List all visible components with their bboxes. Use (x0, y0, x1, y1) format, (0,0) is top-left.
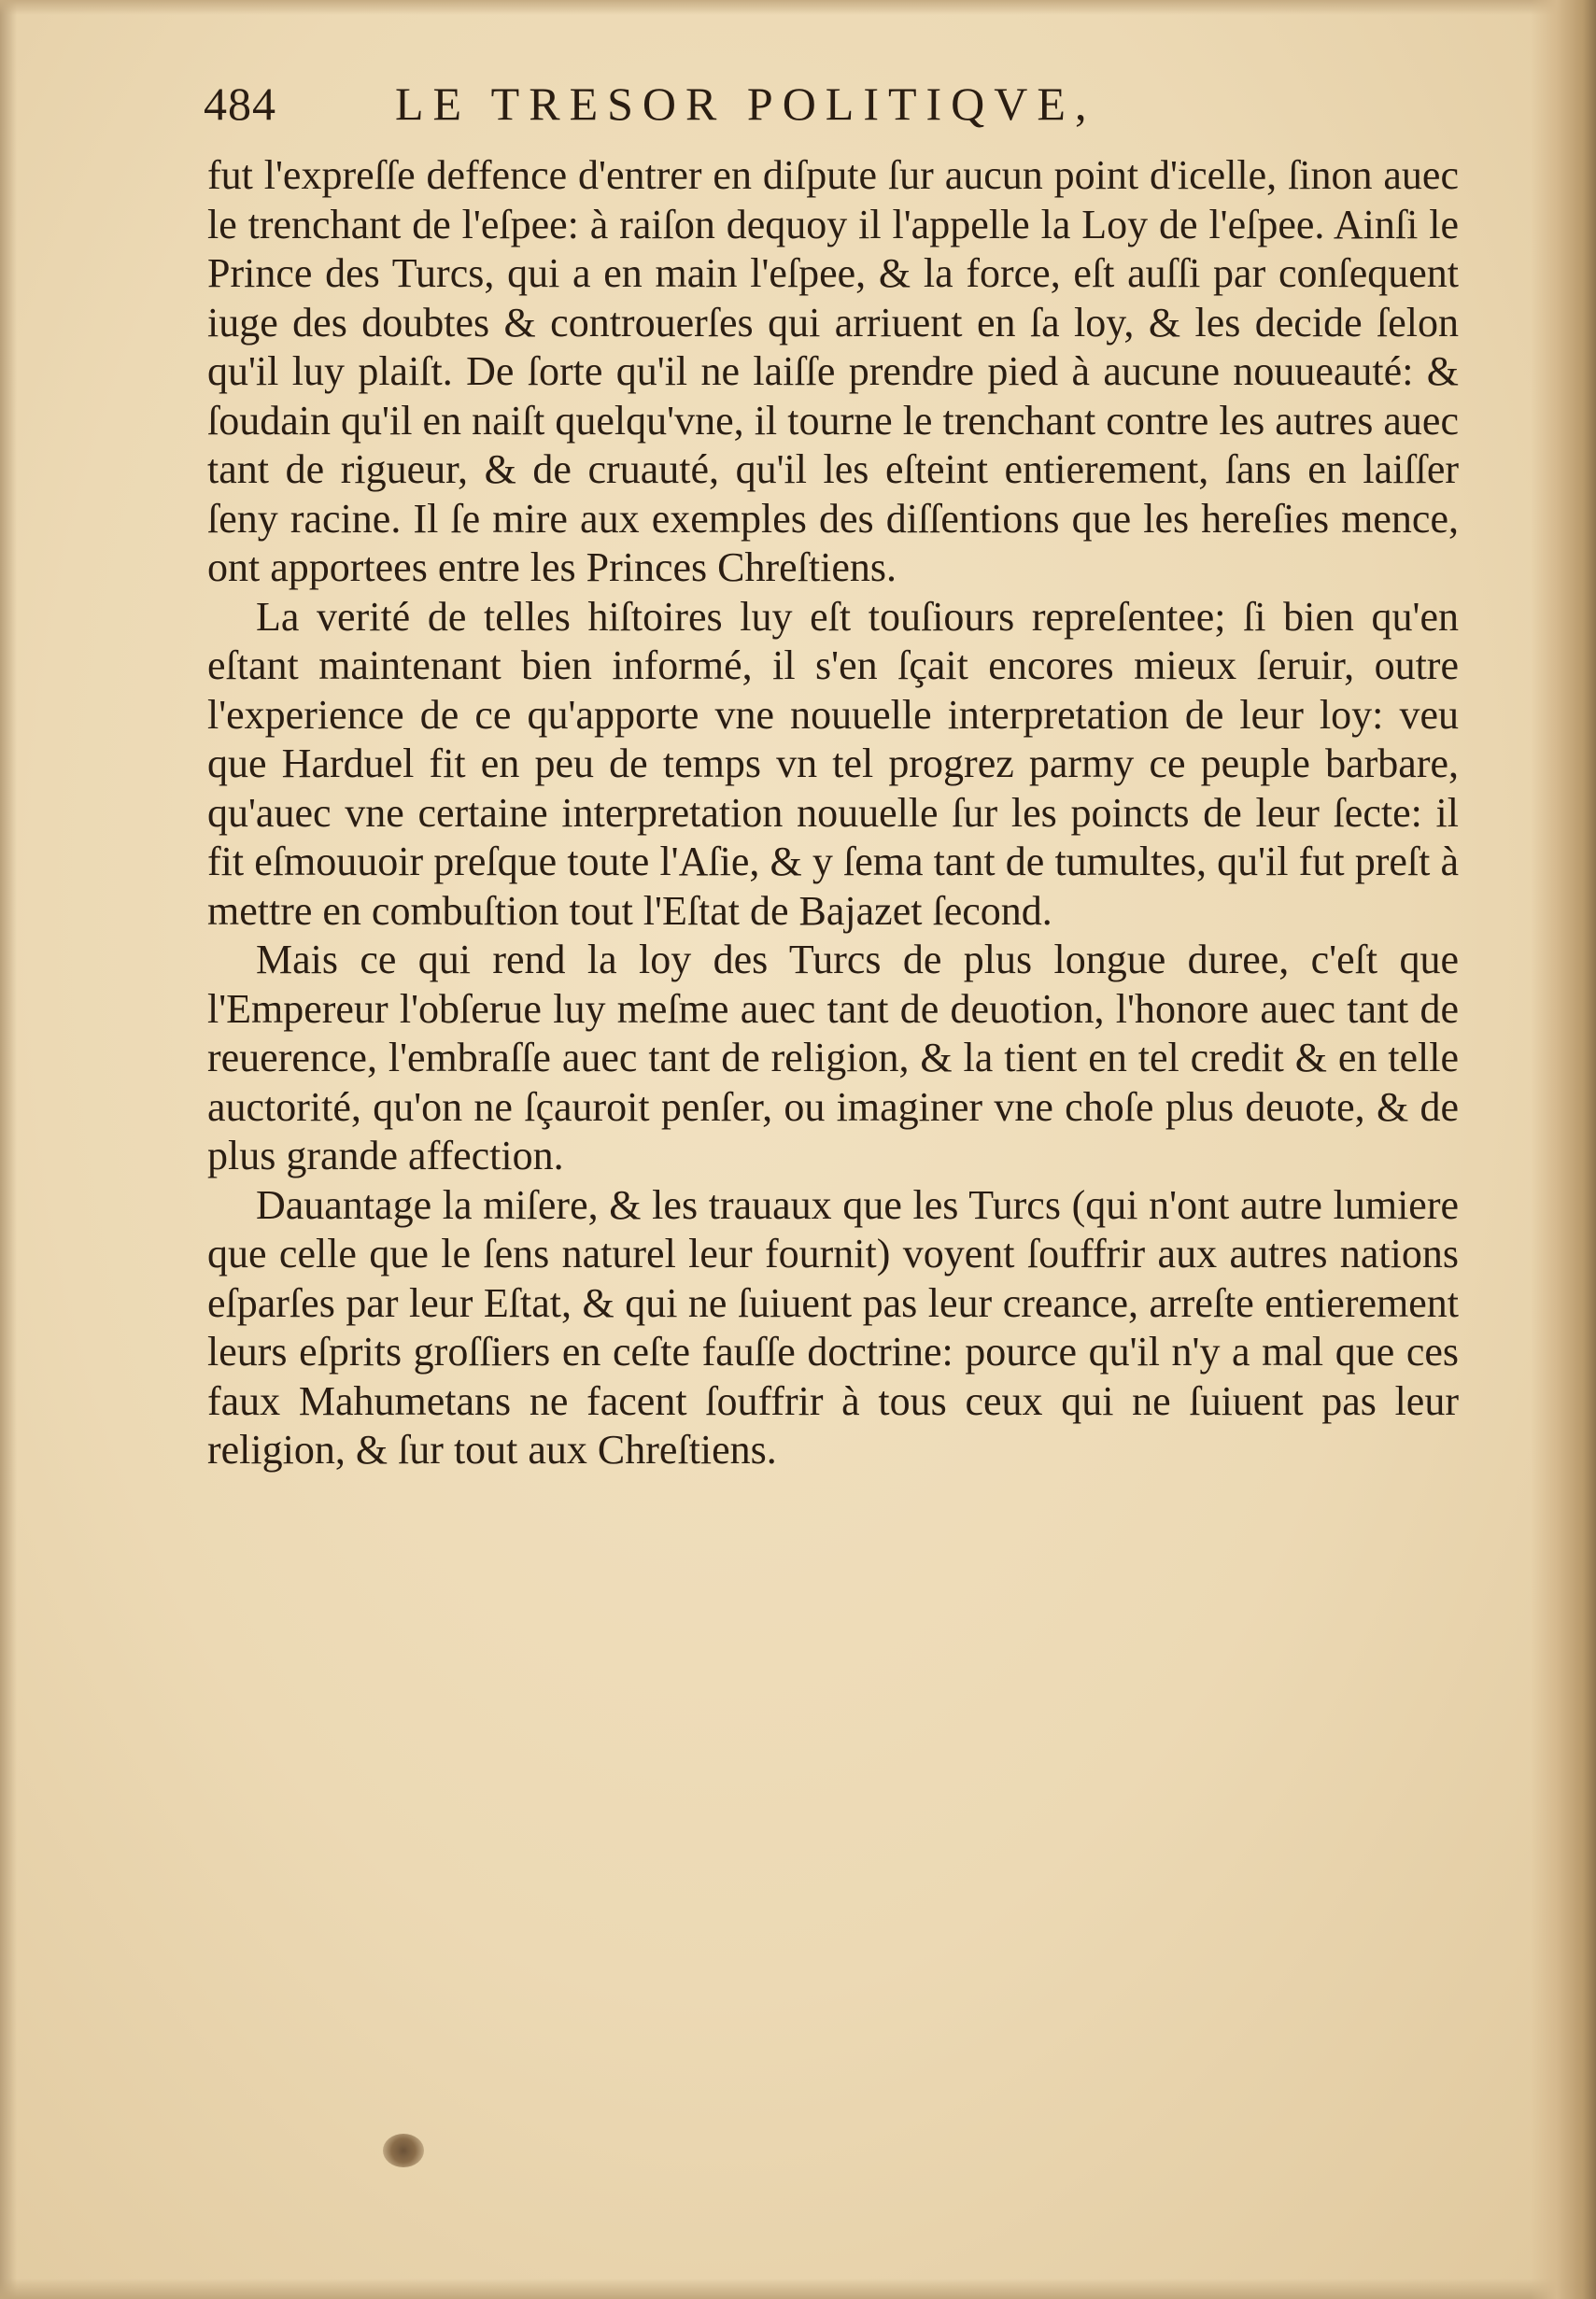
paragraph-continued: fut l'expreſſe deffence d'entrer en diſpute ſur aucun point d'icelle, ſinon auec le trenchant de l'eſpee: à raiſon dequoy il l'appelle la Loy de l'eſpee. Ainſi le Prince des Turcs, qui a en main l'eſpee, & la force, eſt auſſi par conſequent iuge des doubtes & controuerſes qui arriuent en ſa loy, & les decide ſelon qu'il luy plaiſt. De ſorte qu'il ne laiſſe prendre pied à aucune nouueauté: & ſoudain qu'il en naiſt quelqu'vne, il tourne le trenchant contre les autres auec tant de rigueur, & de cruauté, qu'il les eſteint entierement, ſans en laiſſer ſeny racine. Il ſe mire aux exemples des diſſentions que les hereſies mence, ont apportees entre les Princes Chreſtiens. (207, 152, 1459, 590)
paragraph-dauantage: Dauantage la miſere, & les trauaux que les Turcs (qui n'ont autre lumiere que celle que le ſens naturel leur fournit) voyent ſouffrir aux autres nations eſparſes par leur Eſtat, & qui ne ſuiuent pas leur creance, arreſte entierement leurs eſprits groſſiers en ceſte fauſſe doctrine: pource qu'il n'y a mal que ces faux Mahumetans ne facent ſouffrir à tous ceux qui ne ſuiuent pas leur religion, & ſur tout aux Chreſtiens. (207, 1181, 1459, 1473)
page-number: 484 (204, 78, 276, 130)
page-left-shadow (0, 0, 17, 2299)
paragraph-mais: Mais ce qui rend la loy des Turcs de plus longue duree, c'eſt que l'Empereur l'obſerue luy meſme auec tant de deuotion, l'honore auec tant de reuerence, l'embraſſe auec tant de religion, & la tient en tel credit & en telle auctorité, qu'on ne ſçauroit penſer, ou imaginer vne choſe plus deuote, & de plus grande affection. (207, 937, 1459, 1178)
page-gutter-edge (1531, 0, 1596, 2299)
ink-smudge (383, 2134, 424, 2167)
body-text (207, 151, 1459, 1475)
paragraph-verite: La verité de telles hiſtoires luy eſt touſiours repreſentee; ſi bien qu'en eſtant maintenant bien informé, il s'en ſçait encores mieux ſeruir, outre l'experience de ce qu'apporte vne nouuelle interpretation de leur loy: veu que Harduel fit en peu de temps vn tel progrez parmy ce peuple barbare, qu'auec vne certaine interpretation nouuelle ſur les poincts de leur ſecte: il fit eſmouuoir preſque toute l'Aſie, & y ſema tant de tumultes, qu'il fut preſt à mettre en combuſtion tout l'Eſtat de Bajazet ſecond. (207, 593, 1459, 934)
page-top-shadow (0, 0, 1596, 15)
running-header (204, 77, 1268, 144)
page-bottom-shadow (0, 2278, 1596, 2299)
running-title: LE TRESOR POLITIQVE, (395, 78, 1096, 130)
